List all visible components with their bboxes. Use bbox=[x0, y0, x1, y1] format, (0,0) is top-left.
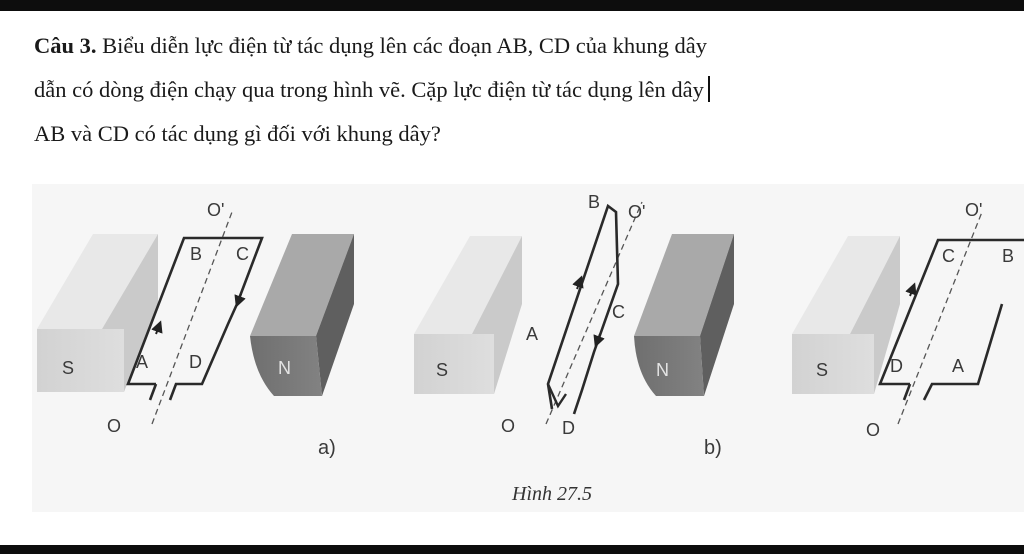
panel-c-axis-top: O' bbox=[965, 200, 983, 220]
magnet-s-front bbox=[37, 329, 124, 392]
panel-c-label-d: D bbox=[890, 356, 903, 376]
panel-a-label-b: B bbox=[190, 244, 203, 264]
panel-c-label-c: C bbox=[942, 246, 955, 266]
figure-caption: Hình 27.5 bbox=[512, 483, 592, 505]
panel-b-label-d: D bbox=[562, 418, 575, 438]
panel-a-magnet-n-label: N bbox=[278, 358, 291, 378]
panel-b-label: b) bbox=[704, 437, 722, 459]
question-label: Câu 3. bbox=[34, 33, 97, 58]
panel-a-label: a) bbox=[318, 437, 336, 459]
panel-b-label-b: B bbox=[588, 192, 601, 212]
text-cursor bbox=[708, 76, 710, 102]
panel-b-magnet-n-label: N bbox=[656, 360, 669, 380]
figure-27-5 bbox=[32, 184, 1024, 512]
panel-a-label-a: A bbox=[136, 352, 149, 372]
panel-c-axis-bottom: O bbox=[866, 420, 881, 440]
panel-b-axis-top: O' bbox=[628, 202, 646, 222]
bottom-border bbox=[0, 545, 1024, 554]
panel-c-label-b: B bbox=[1002, 246, 1015, 266]
panel-b-label-c: C bbox=[612, 302, 625, 322]
panel-a-axis-bottom: O bbox=[107, 416, 122, 436]
panel-b-label-a: A bbox=[526, 324, 539, 344]
question-text bbox=[34, 24, 934, 156]
figure-svg bbox=[32, 184, 1024, 512]
panel-b-magnet-s-label: S bbox=[436, 360, 449, 380]
panel-b-axis-bottom: O bbox=[501, 416, 516, 436]
panel-a-label-d: D bbox=[189, 352, 202, 372]
question-line-1: Câu 3. Biểu diễn lực điện từ tác dụng lên các đoạn AB, CD của khung dây bbox=[34, 33, 708, 58]
panel-a-magnet-s-label: S bbox=[62, 358, 75, 378]
panel-c-label-a: A bbox=[952, 356, 965, 376]
magnet-s-front-b bbox=[414, 334, 494, 394]
magnet-s-front-c bbox=[792, 334, 874, 394]
panel-a-axis-top: O' bbox=[207, 200, 225, 220]
panel-a-label-c: C bbox=[236, 244, 249, 264]
panel-c-magnet-s-label: S bbox=[816, 360, 829, 380]
question-line-3: AB và CD có tác dụng gì đối với khung dây? bbox=[34, 121, 441, 146]
top-border bbox=[0, 0, 1024, 11]
question-line-2: dẫn có dòng điện chạy qua trong hình vẽ. Cặp lực điện từ tác dụng lên dây bbox=[34, 68, 934, 112]
